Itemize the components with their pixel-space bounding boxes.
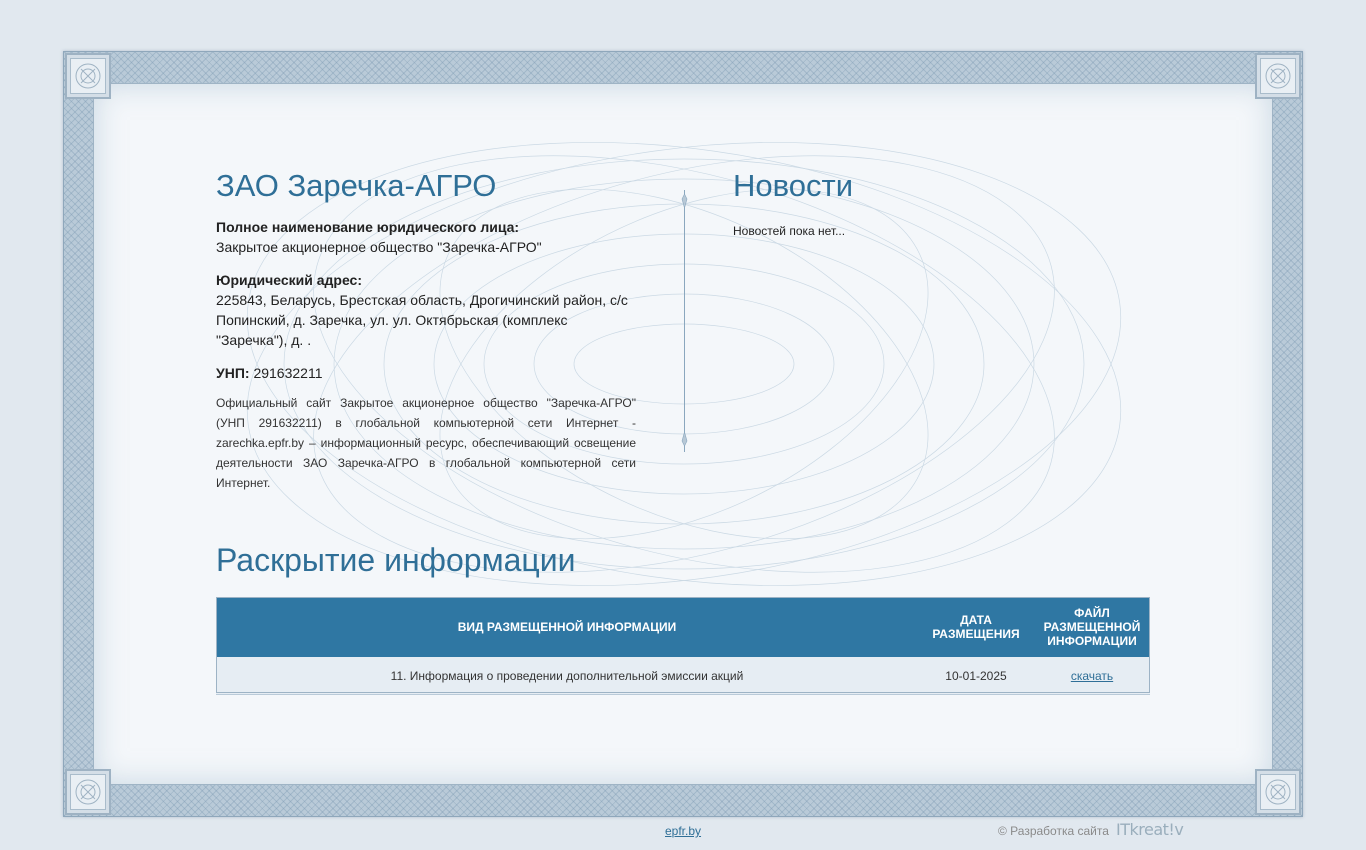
unp-label: УНП: — [216, 365, 250, 381]
full-name-label: Полное наименование юридического лица: — [216, 219, 520, 235]
address-block — [216, 270, 636, 350]
news-title: Новости — [733, 168, 854, 203]
divider-ornament-icon — [680, 194, 689, 208]
cell-file — [1034, 657, 1150, 695]
cell-date: 10-01-2025 — [918, 657, 1034, 695]
full-name-value: Закрытое акционерное общество "Заречка-АГРО" — [216, 239, 542, 255]
table-row — [216, 657, 1150, 695]
full-name-block — [216, 217, 636, 257]
address-label: Юридический адрес: — [216, 272, 362, 288]
table-header-row — [216, 597, 1150, 657]
disclosure-table — [216, 597, 1150, 695]
company-title: ЗАО Заречка-АГРО — [216, 168, 497, 203]
developer-credit: © Разработка сайта — [998, 824, 1109, 838]
column-header-type: ВИД РАЗМЕЩЕННОЙ ИНФОРМАЦИИ — [216, 597, 918, 657]
footer-epfr-link[interactable]: epfr.by — [665, 824, 702, 838]
address-value: 225843, Беларусь, Брестская область, Дрогичинский район, с/с Попинский, д. Заречка, ул. ул. Октябрьская (комплекс "Заречка"), д. . — [216, 292, 628, 348]
column-divider — [684, 190, 685, 452]
news-empty-text: Новостей пока нет... — [733, 224, 846, 238]
column-header-date: ДАТА РАЗМЕЩЕНИЯ — [918, 597, 1034, 657]
column-header-file: ФАЙЛ РАЗМЕЩЕННОЙ ИНФОРМАЦИИ — [1034, 597, 1150, 657]
unp-block — [216, 363, 636, 383]
cell-info-type: 11. Информация о проведении дополнительной эмиссии акций — [216, 657, 918, 695]
download-link[interactable]: скачать — [1070, 668, 1114, 683]
company-info-section — [216, 168, 636, 493]
disclosure-title: Раскрытие информации — [216, 542, 576, 578]
divider-ornament-icon — [680, 432, 689, 446]
developer-logo-link[interactable]: ITkreat!v — [1116, 820, 1184, 839]
news-section — [733, 168, 1133, 238]
site-description: Официальный сайт Закрытое акционерное общество "Заречка-АГРО" (УНП 291632211) в глобальной компьютерной сети Интернет - zarechka.epfr.by – информационный ресурс, обеспечивающий освещение деятельности ЗАО Заречка-АГРО в глобальной компьютерной сети Интернет. — [216, 396, 636, 490]
unp-value: 291632211 — [253, 365, 323, 381]
